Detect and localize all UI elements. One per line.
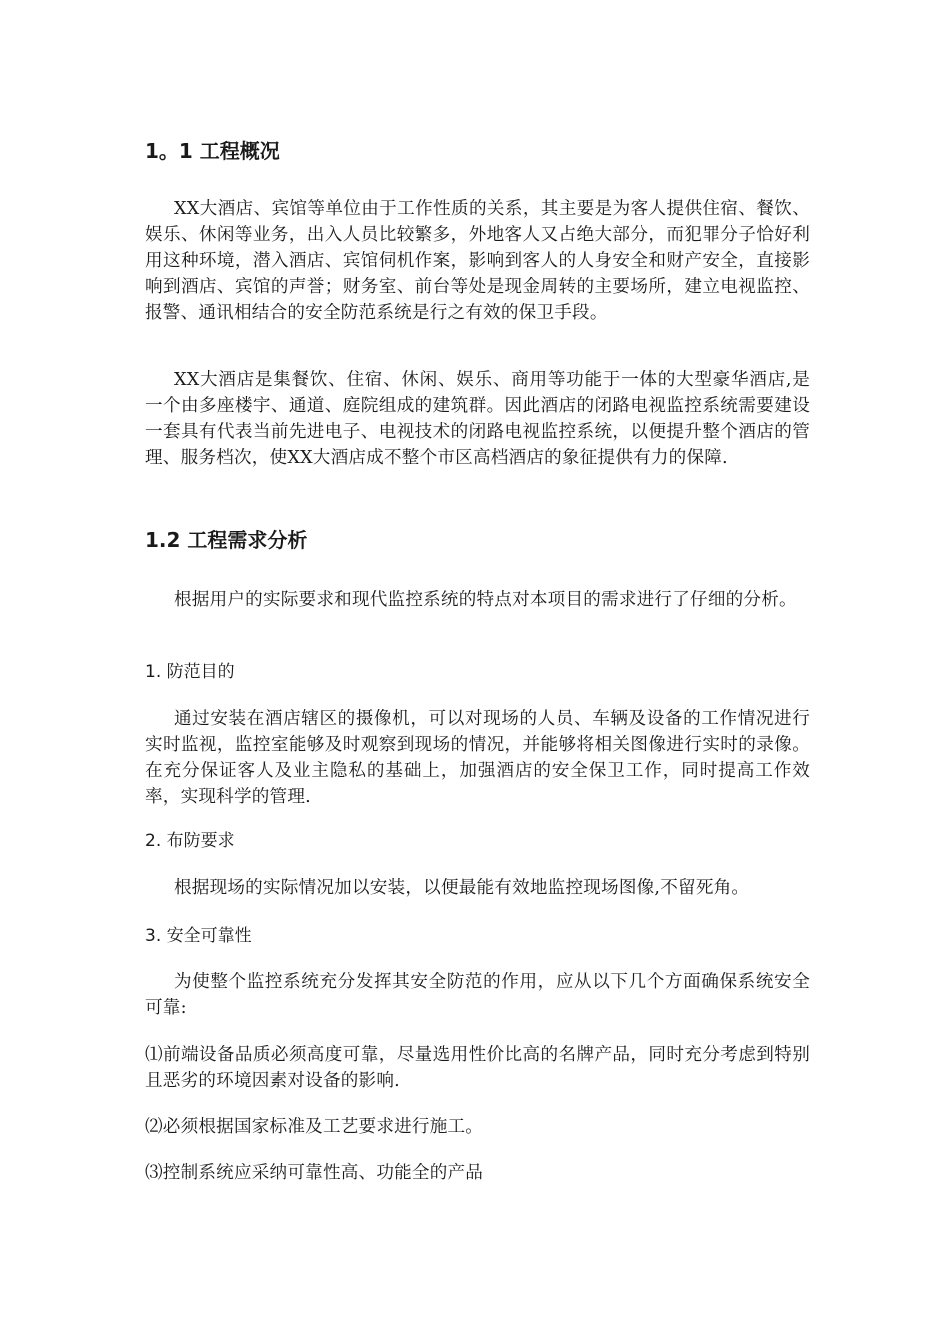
- requirement-1: ⑴前端设备品质必须高度可靠，尽量选用性价比高的名牌产品，同时充分考虑到特别且恶劣的环境因素对设备的影响.: [145, 1045, 810, 1091]
- requirement-3: ⑶控制系统应采纳可靠性高、功能全的产品: [145, 1163, 484, 1183]
- section-heading-overview: 1。1 工程概况: [145, 139, 280, 163]
- item-3-text: 为使整个监控系统充分发挥其安全防范的作用，应从以下几个方面确保系统安全可靠:: [145, 972, 810, 1018]
- overview-paragraph-1: XX大酒店、宾馆等单位由于工作性质的关系，其主要是为客人提供住宿、餐饮、娱乐、休闲等业务，出入人员比较繁多，外地客人又占绝大部分，而犯罪分子恰好利用这种环境，潜入酒店、宾馆伺机作案，影响到客人的人身安全和财产安全，直接影响到酒店、宾馆的声誉；财务室、前台等处是现金周转的主要场所，建立电视监控、报警、通讯相结合的安全防范系统是行之有效的保卫手段。: [145, 199, 810, 323]
- item-3-title: 3. 安全可靠性: [145, 926, 252, 946]
- item-2-title: 2. 布防要求: [145, 831, 235, 851]
- section-heading-requirements: 1.2 工程需求分析: [145, 528, 308, 552]
- requirement-2: ⑵必须根据国家标准及工艺要求进行施工。: [145, 1117, 484, 1137]
- item-2-text: 根据现场的实际情况加以安装，以便最能有效地监控现场图像,不留死角。: [174, 878, 750, 898]
- requirements-intro: 根据用户的实际要求和现代监控系统的特点对本项目的需求进行了仔细的分析。: [174, 590, 797, 610]
- item-1-text: 通过安装在酒店辖区的摄像机，可以对现场的人员、车辆及设备的工作情况进行实时监视，监控室能够及时观察到现场的情况，并能够将相关图像进行实时的录像。在充分保证客人及业主隐私的基础上，加强酒店的安全保卫工作，同时提高工作效率，实现科学的管理.: [145, 709, 810, 807]
- overview-paragraph-2: XX大酒店是集餐饮、住宿、休闲、娱乐、商用等功能于一体的大型豪华酒店,是一个由多座楼宇、通道、庭院组成的建筑群。因此酒店的闭路电视监控系统需要建设一套具有代表当前先进电子、电视技术的闭路电视监控系统，以便提升整个酒店的管理、服务档次，使XX大酒店成不整个市区高档酒店的象征提供有力的保障.: [145, 370, 810, 468]
- item-1-title: 1. 防范目的: [145, 662, 235, 682]
